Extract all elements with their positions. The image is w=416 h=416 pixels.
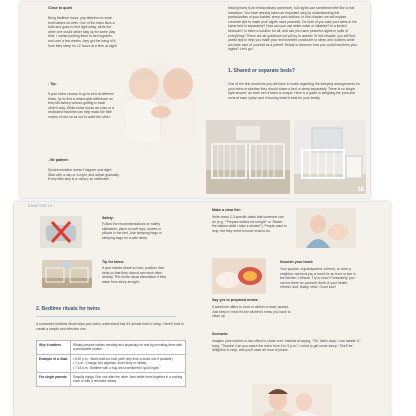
twin-room-illustration: [42, 260, 92, 288]
cribs-photo-left: [206, 120, 290, 194]
tip-text: If your twins choose to go to bed at different times, try to find a reasonable difference so they fall asleep without getting in each other's way. White noise works as a fan or a dedicated machine can help mask the little noises of one so as not to wake the other.: [48, 92, 114, 119]
bedtime-rituals-intro: A consistent bedtime ritual helps your twins understand that it's almost time to sleep. Here's how to create a simple and effective one.: [36, 322, 184, 331]
page-bottom-spread: [14, 202, 390, 416]
page-top-spread: [20, 2, 370, 198]
list-item: • 7:15 p.m.: Bedtime with a hug and a whispered "good night.": [73, 365, 161, 370]
list-item: • 7 p.m.: Change into pajamas, short story or lullaby.: [73, 361, 147, 366]
table-row: [37, 354, 186, 372]
be-patient-text: Synchronization doesn't happen overnight. Start with a nap or a night, and adjust gradually. Every little step is a victory, so celebrate!: [48, 168, 120, 182]
safety-photo: [40, 216, 82, 248]
table-row: [37, 373, 186, 387]
bedtime-rituals-heading: 2. Bedtime rituals for twins: [36, 306, 100, 312]
tip-twins-text: If your babies share a room, position their beds so that they cannot see each other directly. This limits visual stimulation if they wake from sleep at night.: [102, 266, 167, 284]
scenario-text: Imagine your mother-in-law offers to come over. Instead of saying, "Oh, that's okay, I can handle it," reply, "Thanks! Can you watch the twins from 4 to 5 p.m.? I need to get some sleep." She'll be delighted to help, and you'll have an hour of peace.: [212, 339, 361, 353]
nourish-text: Your spouse, a grandparent, a friend, or even a neighbor can lend you a hand for an hour or two in the kitchen. Unhook. Try to relax! Fortunately, you can be there for yourself, think of your health, refresh, and, finally, relax. Good luck!: [280, 267, 356, 290]
bedtime-ritual-table: [36, 340, 186, 387]
crib-illustration-right: [294, 120, 366, 194]
crib-illustration-left: [206, 120, 290, 194]
table-cell-label: Why it matters: [37, 341, 71, 355]
table-row: [37, 341, 186, 355]
section-heading-shared-beds: 1. Shared or separate beds?: [228, 68, 295, 74]
close-to-quiet-heading: Close to quiet: [48, 6, 72, 10]
table-cell-label: For single parents: [37, 373, 71, 387]
scenario-heading: Scenario:: [212, 332, 229, 336]
safety-text: Follow the recommendations on safety standards: place no soft toys, duvets or pillows in the bed. Use sleeping bags or sleeping bags for a safe sleep.: [102, 222, 162, 240]
page-number: 18: [357, 187, 364, 193]
be-patient-heading: - Be patient:: [48, 158, 69, 162]
bedtime-paragraph: Bring bedtime hours, pay attention to what both babies do best. One of the twins likes a bath and goes to bed right away, while the other one would rather stay up for some play time. I started putting them to bed together, and over a few weeks, they got the hang of it. Now they sleep for 12 hours at a time at night!: [48, 16, 118, 48]
chapter-label: CHAPTER III: [28, 204, 53, 208]
table-cell-label: Example of a ritual: [37, 354, 71, 372]
section-divider: [36, 316, 176, 317]
chapter-intro: Having twins is an extraordinary adventure, but nights can sometimes feel like a real marathon. You have already taken an important step by understanding the particularities of your babies' sleep and routines. In this chapter, we will explore concrete tips to make your nights more peaceful. Do both of you take your twins in the same bed or separately? How can you use white noise or lullabies? In a limited bedroom? Is there a solution for all, and can you have peaceful nights in spite of everything? These are all questions we will try to answer. In this chapter, you will find useful tips to help you make your environment conducive to sleep and routines while you take care of yourself as a parent. Ready to discover how you could transform your nights? Let's go!: [228, 6, 358, 52]
table-cell-value: Rituals prepare babies mentally and physically for rest by providing them with a predictable routine.: [71, 341, 186, 355]
meal-illustration: [212, 258, 266, 294]
family-photo: [252, 384, 332, 416]
table-cell-value: Simplify things: Run one after the other, then settle them together in a rocking chair or with a recorded lullaby.: [71, 373, 186, 387]
nourish-heading: Nourish your heart:: [280, 260, 314, 264]
nourish-photo: [212, 258, 266, 294]
no-pillow-icon: [40, 216, 82, 248]
twin-babies-photo: [120, 54, 202, 146]
prepared-meals-text: If someone offers to cook or deliver a meal, accept. Just keep in mind it's the kitchen's mess you have to clean up.: [212, 305, 291, 319]
clear-list-text: Write down 2-3 specific tasks that someone can do (e.g., "Prepare bottles for tonight" or "Watch the babies while I take a shower"). People want to help, but they need to know what to do.: [212, 215, 287, 233]
list-item: • 6:30 p.m.: Warm bath for both (with help from a loved one if possible).: [73, 356, 174, 361]
help-photo: [296, 208, 356, 248]
safety-heading: Safety:: [102, 216, 114, 220]
prepared-meals-heading: Say yes to prepared meals:: [212, 298, 259, 302]
tip-twins-heading: Tip for twins:: [102, 260, 125, 264]
table-cell-value: [71, 354, 186, 372]
help-illustration: [296, 208, 356, 248]
shared-beds-text: One of the first decisions you will have to make regarding the sleeping arrangements for your twins is whether they should share a bed or sleep separately. There is no single right answer, as each set of twins is unique. Here is a guide to weighing the pros and cons of each option and choosing what is best for your family.: [228, 82, 360, 100]
clear-list-heading: Make a clear list:: [212, 208, 241, 212]
cribs-photo-right: [294, 120, 366, 194]
tip-heading: - Tip:: [48, 82, 57, 86]
twin-room-photo: [42, 260, 92, 288]
family-illustration: [252, 384, 332, 416]
twin-babies-illustration: [120, 54, 202, 146]
